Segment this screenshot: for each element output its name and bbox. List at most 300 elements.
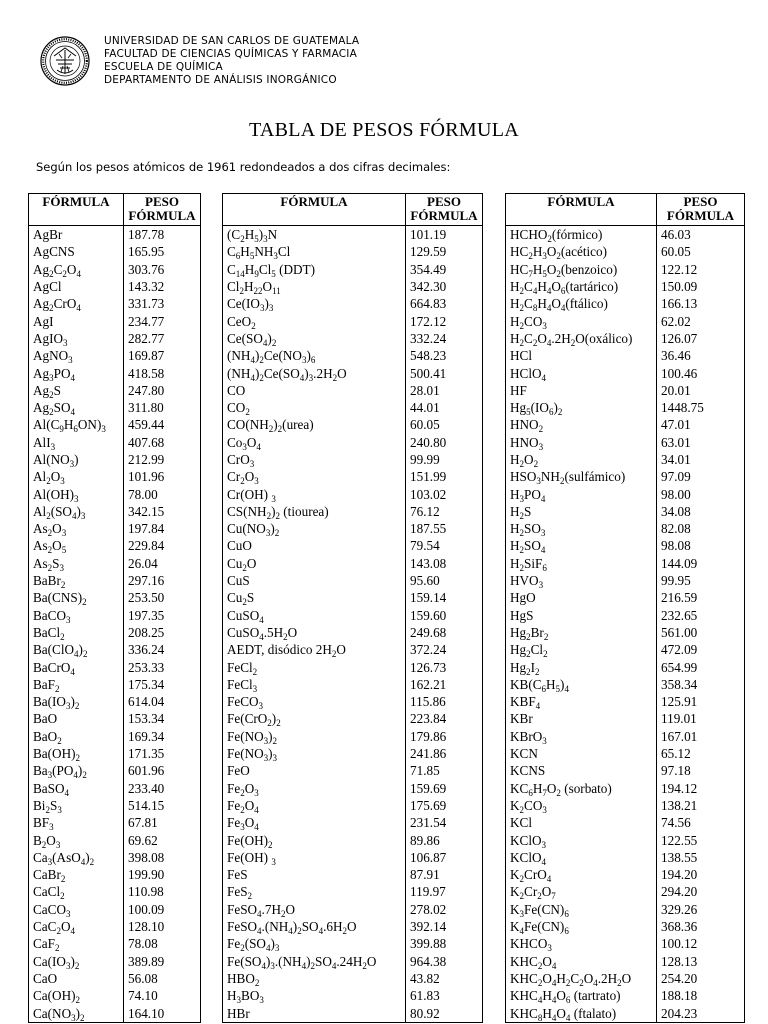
formula-cell: $KB(C_6H_5)_4$ [506,676,657,693]
weight-cell: 459.44 [124,416,201,433]
formula-cell: $Al_2O_3$ [29,468,124,485]
weight-cell: 175.34 [124,676,201,693]
table-row [223,883,483,900]
weight-cell: 60.05 [657,243,745,260]
table-row [29,831,201,848]
table-row [506,451,745,468]
table-row [506,364,745,381]
table-row [29,485,201,502]
formula-cell: $KC_6H_7O_2$ (sorbato) [506,780,657,797]
weight-column-header: PESO FÓRMULA [406,194,483,226]
formula-cell: Fe(OH) $_3$ [223,849,406,866]
formula-cell: $Hg_2I_2$ [506,658,657,675]
table-row [506,762,745,779]
table-row [29,451,201,468]
table-row [29,243,201,260]
table-row [506,226,745,244]
table-row [223,589,483,606]
formula-cell: $Ce(SO_4)_2$ [223,330,406,347]
table-row [223,261,483,278]
table-row [506,1004,745,1022]
weight-cell: 98.08 [657,537,745,554]
formula-cell: $Fe_2O_4$ [223,797,406,814]
weight-cell: 166.13 [657,295,745,312]
table-row [223,364,483,381]
table-row [506,589,745,606]
weight-cell: 240.80 [406,434,483,451]
formula-cell: $Fe_2O_3$ [223,780,406,797]
table-row [29,641,201,658]
formula-cell: KCl [506,814,657,831]
table-row [29,1004,201,1022]
table-row [223,485,483,502]
formula-cell: FeO [223,762,406,779]
weight-cell: 95.60 [406,572,483,589]
formula-cell: CrO$_3$ [223,451,406,468]
formula-cell: $Cr_2O_3$ [223,468,406,485]
formula-weight-table-1 [28,193,201,1023]
weight-cell: 561.00 [657,624,745,641]
table-row [29,901,201,918]
table-row [506,382,745,399]
formula-cell: FeS [223,866,406,883]
weight-cell: 172.12 [406,312,483,329]
formula-cell: AgCNS [29,243,124,260]
formula-cell: $Ag_2C_2O_4$ [29,261,124,278]
table-row [506,555,745,572]
formula-cell: AgNO$_3$ [29,347,124,364]
formula-cell: $CuSO_4.5H_2O$ [223,624,406,641]
weight-cell: 614.04 [124,693,201,710]
table-row [29,762,201,779]
table-row [506,710,745,727]
weight-cell: 144.09 [657,555,745,572]
formula-cell: $HCHO_2(fórmico)$ [506,226,657,244]
weight-cell: 232.65 [657,607,745,624]
weight-cell: 65.12 [657,745,745,762]
table-row [223,416,483,433]
formula-cell: $FeSO_4.(NH_4)_2SO_4.6H_2O$ [223,918,406,935]
formula-cell: CuSO$_4$ [223,607,406,624]
weight-cell: 126.07 [657,330,745,347]
formula-cell: $K_2CO_3$ [506,797,657,814]
formula-cell: FeCO$_3$ [223,693,406,710]
formula-cell: $H_2S$ [506,503,657,520]
weight-cell: 398.08 [124,849,201,866]
table-row [223,1004,483,1022]
formula-cell: $KHC_4H_4O_6$ (tartrato) [506,987,657,1004]
weight-cell: 664.83 [406,295,483,312]
formula-cell: $Fe(OH)_2$ [223,831,406,848]
weight-cell: 122.12 [657,261,745,278]
university-seal-icon [40,36,90,86]
table-row [29,883,201,900]
table-row [506,745,745,762]
formula-cell: Cr(OH) $_3$ [223,485,406,502]
formula-cell: $(NH_4)_2Ce(SO_4)_3.2H_2O$ [223,364,406,381]
formula-cell: $K_2Cr_2O_7$ [506,883,657,900]
formula-cell: $Hg_5(IO_6)_2$ [506,399,657,416]
table-row [506,520,745,537]
formula-cell: $Fe(NO_3)_3$ [223,745,406,762]
table-row [223,797,483,814]
weight-cell: 62.02 [657,312,745,329]
weight-cell: 372.24 [406,641,483,658]
table-row [506,312,745,329]
formula-cell: AgIO$_3$ [29,330,124,347]
table-row [506,935,745,952]
formula-cell: $HNO_2$ [506,416,657,433]
weight-cell: 43.82 [406,970,483,987]
weight-cell: 197.84 [124,520,201,537]
table-row [223,710,483,727]
weight-cell: 99.99 [406,451,483,468]
table-row [223,295,483,312]
formula-cell: $KBF_4$ [506,693,657,710]
table-row [506,295,745,312]
table-row [223,451,483,468]
weight-cell: 204.23 [657,1004,745,1022]
weight-cell: 254.20 [657,970,745,987]
table-row [223,520,483,537]
formula-cell: $HC_7H_5O_2(benzoico)$ [506,261,657,278]
formula-cell: $HNO_3$ [506,434,657,451]
weight-cell: 601.96 [124,762,201,779]
formula-cell: $Ce(IO_3)_3$ [223,295,406,312]
formula-cell: $KHC_2O_4$ [506,952,657,969]
table-row [29,710,201,727]
formula-cell: CO [223,382,406,399]
formula-cell: KBr [506,710,657,727]
table-row [506,797,745,814]
table-row [506,572,745,589]
table-row [223,399,483,416]
weight-cell: 194.20 [657,866,745,883]
table-row [29,987,201,1004]
formula-cell: FeCl$_3$ [223,676,406,693]
table-row [29,434,201,451]
table-row [223,676,483,693]
formula-cell: BaCO$_3$ [29,607,124,624]
formula-cell: $FeSO_4.7H_2O$ [223,901,406,918]
weight-cell: 153.34 [124,710,201,727]
weight-cell: 216.59 [657,589,745,606]
table-row [223,330,483,347]
formula-cell: $HSO_3NH_2(sulfámico)$ [506,468,657,485]
table-row [506,416,745,433]
table-row [223,849,483,866]
formula-cell: $KHC_8H_4O_4$ (ftalato) [506,1004,657,1022]
weight-cell: 150.09 [657,278,745,295]
table-row [506,434,745,451]
formula-cell: FeS$_2$ [223,883,406,900]
table-row [223,866,483,883]
weight-cell: 548.23 [406,347,483,364]
weight-cell: 159.60 [406,607,483,624]
table-row [223,434,483,451]
formula-cell: $As_2S_3$ [29,555,124,572]
formula-cell: CaCl$_2$ [29,883,124,900]
table-row [29,607,201,624]
table-row [223,312,483,329]
table-row [223,935,483,952]
formula-cell: KCNS [506,762,657,779]
table-row [29,347,201,364]
weight-cell: 234.77 [124,312,201,329]
formula-cell: $Ba(CNS)_2$ [29,589,124,606]
formula-cell: $H_2SO_3$ [506,520,657,537]
formula-cell: $Ba(OH)_2$ [29,745,124,762]
formula-cell: $CaC_2O_4$ [29,918,124,935]
weight-cell: 253.50 [124,589,201,606]
table-row [29,416,201,433]
formula-cell: AgI [29,312,124,329]
table-row [223,745,483,762]
table-row [29,572,201,589]
formula-cell: $Ag_2SO_4$ [29,399,124,416]
formula-cell: CaCO$_3$ [29,901,124,918]
formula-cell: $K_4Fe(CN)_6$ [506,918,657,935]
weight-cell: 76.12 [406,503,483,520]
weight-cell: 199.90 [124,866,201,883]
weight-cell: 20.01 [657,382,745,399]
weight-cell: 61.83 [406,987,483,1004]
weight-cell: 311.80 [124,399,201,416]
table-row [223,901,483,918]
table-row [29,849,201,866]
weight-cell: 159.14 [406,589,483,606]
weight-cell: 342.15 [124,503,201,520]
weight-cell: 78.08 [124,935,201,952]
weight-cell: 208.25 [124,624,201,641]
formula-column-header: FÓRMULA [506,194,657,226]
weight-cell: 282.77 [124,330,201,347]
table-row [29,382,201,399]
weight-cell: 358.34 [657,676,745,693]
table-row [223,555,483,572]
weight-cell: 78.00 [124,485,201,502]
weight-cell: 69.62 [124,831,201,848]
formula-cell: $Al(NO_3)$ [29,451,124,468]
formula-cell: $Ba(IO_3)_2$ [29,693,124,710]
table-row [223,278,483,295]
weight-cell: 399.88 [406,935,483,952]
faculty-name: FACULTAD DE CIENCIAS QUÍMICAS Y FARMACIA [104,48,357,60]
weight-cell: 331.73 [124,295,201,312]
table-row [506,658,745,675]
formula-cell: CeO$_2$ [223,312,406,329]
weight-cell: 128.10 [124,918,201,935]
table-row [506,970,745,987]
weight-cell: 278.02 [406,901,483,918]
formula-cell: $Fe(NO_3)_2$ [223,728,406,745]
formula-cell: HBr [223,1004,406,1022]
weight-cell: 162.21 [406,676,483,693]
weight-cell: 187.78 [124,226,201,244]
weight-cell: 47.01 [657,416,745,433]
table-row [223,780,483,797]
formula-cell: $Fe_3O_4$ [223,814,406,831]
weight-cell: 179.86 [406,728,483,745]
table-row [29,312,201,329]
formula-cell: KCN [506,745,657,762]
weight-cell: 253.33 [124,658,201,675]
formula-cell: $Ag_2CrO_4$ [29,295,124,312]
formula-cell: $H_2C_4H_4O_6(tartárico)$ [506,278,657,295]
weight-cell: 231.54 [406,814,483,831]
table-row [506,537,745,554]
formula-cell: $As_2O_5$ [29,537,124,554]
weight-cell: 60.05 [406,416,483,433]
weight-cell: 71.85 [406,762,483,779]
weight-cell: 110.98 [124,883,201,900]
formula-column-header: FÓRMULA [223,194,406,226]
weight-cell: 1448.75 [657,399,745,416]
formula-cell: CaF$_2$ [29,935,124,952]
weight-cell: 100.12 [657,935,745,952]
weight-cell: 100.46 [657,364,745,381]
table-row [29,935,201,952]
formula-cell: $H_2CO_3$ [506,312,657,329]
weight-cell: 329.26 [657,901,745,918]
weight-cell: 143.08 [406,555,483,572]
formula-cell: $HVO_3$ [506,572,657,589]
formula-cell: AgBr [29,226,124,244]
weight-cell: 101.19 [406,226,483,244]
weight-cell: 97.18 [657,762,745,779]
table-row [29,780,201,797]
weight-cell: 89.86 [406,831,483,848]
weight-cell: 151.99 [406,468,483,485]
table-row [29,745,201,762]
weight-cell: 368.36 [657,918,745,935]
formula-cell: $Cl_2H_{22}O_{11}$ [223,278,406,295]
formula-cell: HgS [506,607,657,624]
formula-cell: AgCl [29,278,124,295]
table-row [506,831,745,848]
formula-cell: $KHCO_3$ [506,935,657,952]
weight-cell: 249.68 [406,624,483,641]
formula-cell: $Ba_3(PO_4)_2$ [29,762,124,779]
weight-cell: 169.34 [124,728,201,745]
table-row [29,797,201,814]
table-row [506,780,745,797]
weight-cell: 129.59 [406,243,483,260]
formula-cell: $C_6H_5NH_3Cl$ [223,243,406,260]
formula-cell: $Cu_2O$ [223,555,406,572]
formula-cell: $CO(NH_2)_2(urea)$ [223,416,406,433]
weight-cell: 165.95 [124,243,201,260]
table-row [223,503,483,520]
formula-cell: $H_2O_2$ [506,451,657,468]
table-row [506,849,745,866]
table-row [29,278,201,295]
table-row [223,658,483,675]
formula-cell: $H_2C_8H_4O_4(ftálico)$ [506,295,657,312]
weight-cell: 56.08 [124,970,201,987]
table-row [223,641,483,658]
weight-cell: 514.15 [124,797,201,814]
formula-cell: BaCl$_2$ [29,624,124,641]
table-row [223,831,483,848]
weight-cell: 188.18 [657,987,745,1004]
formula-cell: $H_3BO_3$ [223,987,406,1004]
weight-column-header: PESO FÓRMULA [657,194,745,226]
weight-cell: 389.89 [124,952,201,969]
department-name: DEPARTAMENTO DE ANÁLISIS INORGÁNICO [104,74,337,86]
weight-cell: 28.01 [406,382,483,399]
weight-cell: 964.38 [406,952,483,969]
weight-cell: 79.54 [406,537,483,554]
table-row [506,693,745,710]
table-row [506,987,745,1004]
weight-cell: 342.30 [406,278,483,295]
weight-cell: 74.10 [124,987,201,1004]
formula-cell: $H_3PO_4$ [506,485,657,502]
formula-cell: $Hg_2Br_2$ [506,624,657,641]
weight-cell: 138.55 [657,849,745,866]
table-row [29,658,201,675]
formula-cell: $Fe(SO_4)_3.(NH_4)_2SO_4.24H_2O$ [223,952,406,969]
formula-cell: $B_2O_3$ [29,831,124,848]
table-row [506,952,745,969]
formula-cell: $Ca(OH)_2$ [29,987,124,1004]
formula-cell: CuS [223,572,406,589]
weight-cell: 167.01 [657,728,745,745]
formula-cell: HF [506,382,657,399]
formula-cell: $BF_3$ [29,814,124,831]
weight-cell: 332.24 [406,330,483,347]
formula-cell: FeCl$_2$ [223,658,406,675]
formula-cell: BaBr$_2$ [29,572,124,589]
formula-cell: $K_2CrO_4$ [506,866,657,883]
table-row [223,572,483,589]
school-name: ESCUELA DE QUÍMICA [104,61,223,73]
weight-cell: 125.91 [657,693,745,710]
formula-cell: $Al(C_9H_6ON)_3$ [29,416,124,433]
table-row [506,278,745,295]
formula-cell: BaSO$_4$ [29,780,124,797]
formula-cell: CaO [29,970,124,987]
formula-cell: $Ag_2S$ [29,382,124,399]
weight-cell: 229.84 [124,537,201,554]
formula-cell: BaO$_2$ [29,728,124,745]
table-row [29,503,201,520]
table-row [506,814,745,831]
table-row [506,330,745,347]
weight-cell: 138.21 [657,797,745,814]
formula-cell: $Co_3O_4$ [223,434,406,451]
formula-cell: BaF$_2$ [29,676,124,693]
table-row [29,693,201,710]
weight-cell: 44.01 [406,399,483,416]
weight-cell: 122.55 [657,831,745,848]
formula-cell: $Fe(CrO_2)_2$ [223,710,406,727]
formula-cell: HgO [506,589,657,606]
weight-column-header: PESO FÓRMULA [124,194,201,226]
weight-cell: 297.16 [124,572,201,589]
weight-cell: 247.80 [124,382,201,399]
formula-cell: $Ca(IO_3)_2$ [29,952,124,969]
table-row [506,503,745,520]
table-row [223,918,483,935]
formula-cell: $C_{14}H_9Cl_5$ (DDT) [223,261,406,278]
formula-cell: KBrO$_3$ [506,728,657,745]
table-row [29,468,201,485]
formula-weight-table-2 [222,193,483,1023]
table-row [29,330,201,347]
table-row [223,814,483,831]
